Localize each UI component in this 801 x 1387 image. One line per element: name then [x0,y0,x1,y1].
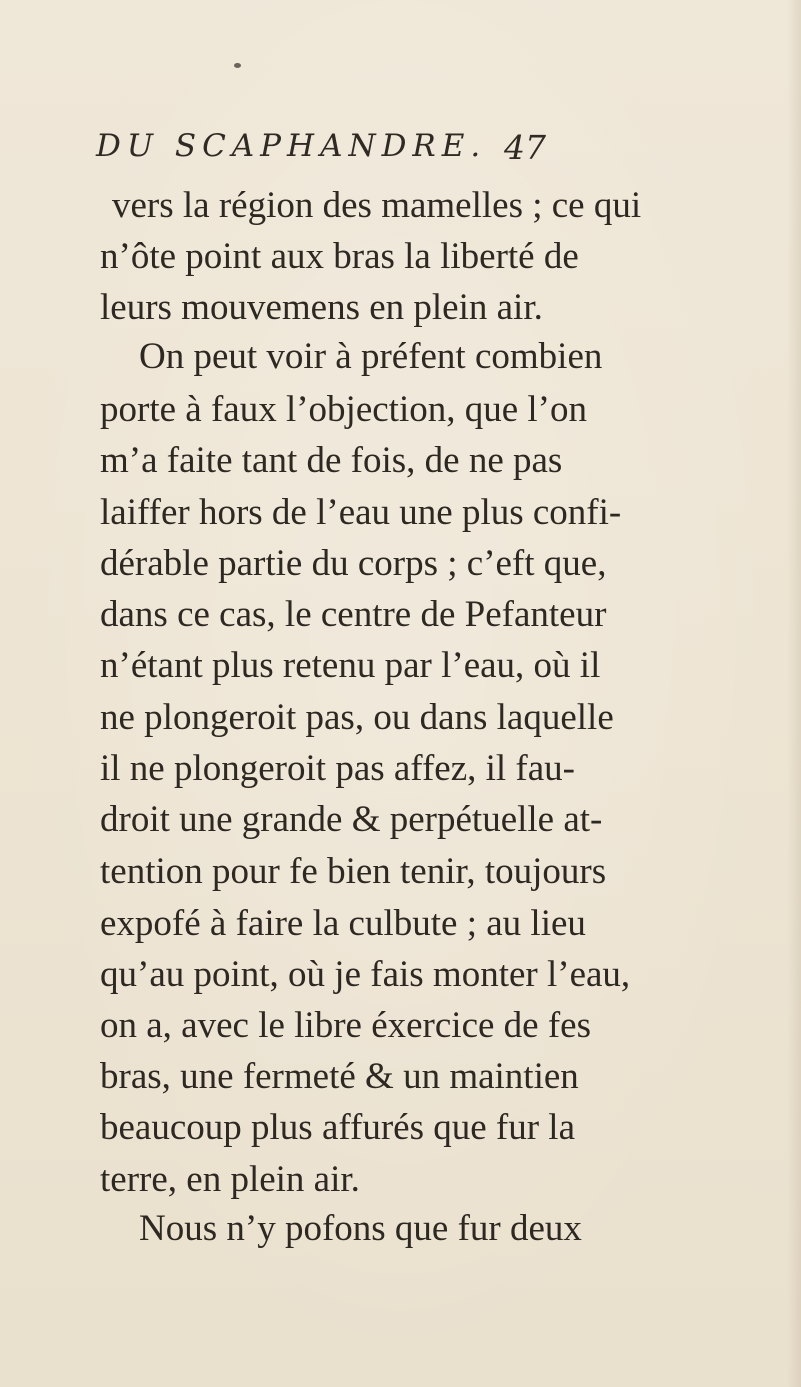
text-line: vers la région des mamelles ; ce qui [112,185,642,226]
text-line: droit une grande & perpétuelle at- [100,799,603,840]
text-line: expofé à faire la culbute ; au lieu [100,903,586,944]
text-line: dans ce cas, le centre de Pefanteur [100,594,607,635]
text-line: on a, avec le libre éxercice de fes [100,1005,591,1046]
text-line: il ne plongeroit pas affez, il fau- [100,748,576,789]
text-line: n’étant plus retenu par l’eau, où il [100,645,601,686]
paragraph-start-line: On peut voir à préfent combien [139,336,603,377]
text-line: bras, une fermeté & un maintien [100,1056,579,1097]
text-line: beaucoup plus affurés que fur la [100,1107,576,1148]
text-line: tention pour fe bien tenir, toujours [100,851,607,892]
text-line: terre, en plein air. [100,1159,360,1200]
text-line: leurs mouvemens en plein air. [100,287,543,328]
paragraph-start-line: Nous n’y pofons que fur deux [139,1208,582,1249]
text-line: n’ôte point aux bras la liberté de [100,236,579,277]
text-line: m’a faite tant de fois, de ne pas [100,440,563,481]
text-line: laiffer hors de l’eau une plus confi- [100,492,622,533]
running-head-title: DU SCAPHANDRE. [96,128,487,164]
text-line: porte à faux l’objection, que l’on [100,389,587,430]
page-number: 47 [504,128,546,167]
text-line: qu’au point, où je fais monter l’eau, [100,954,631,995]
text-line: dérable partie du corps ; c’eft que, [100,543,607,584]
text-line: ne plongeroit pas, ou dans laquelle [100,697,614,738]
